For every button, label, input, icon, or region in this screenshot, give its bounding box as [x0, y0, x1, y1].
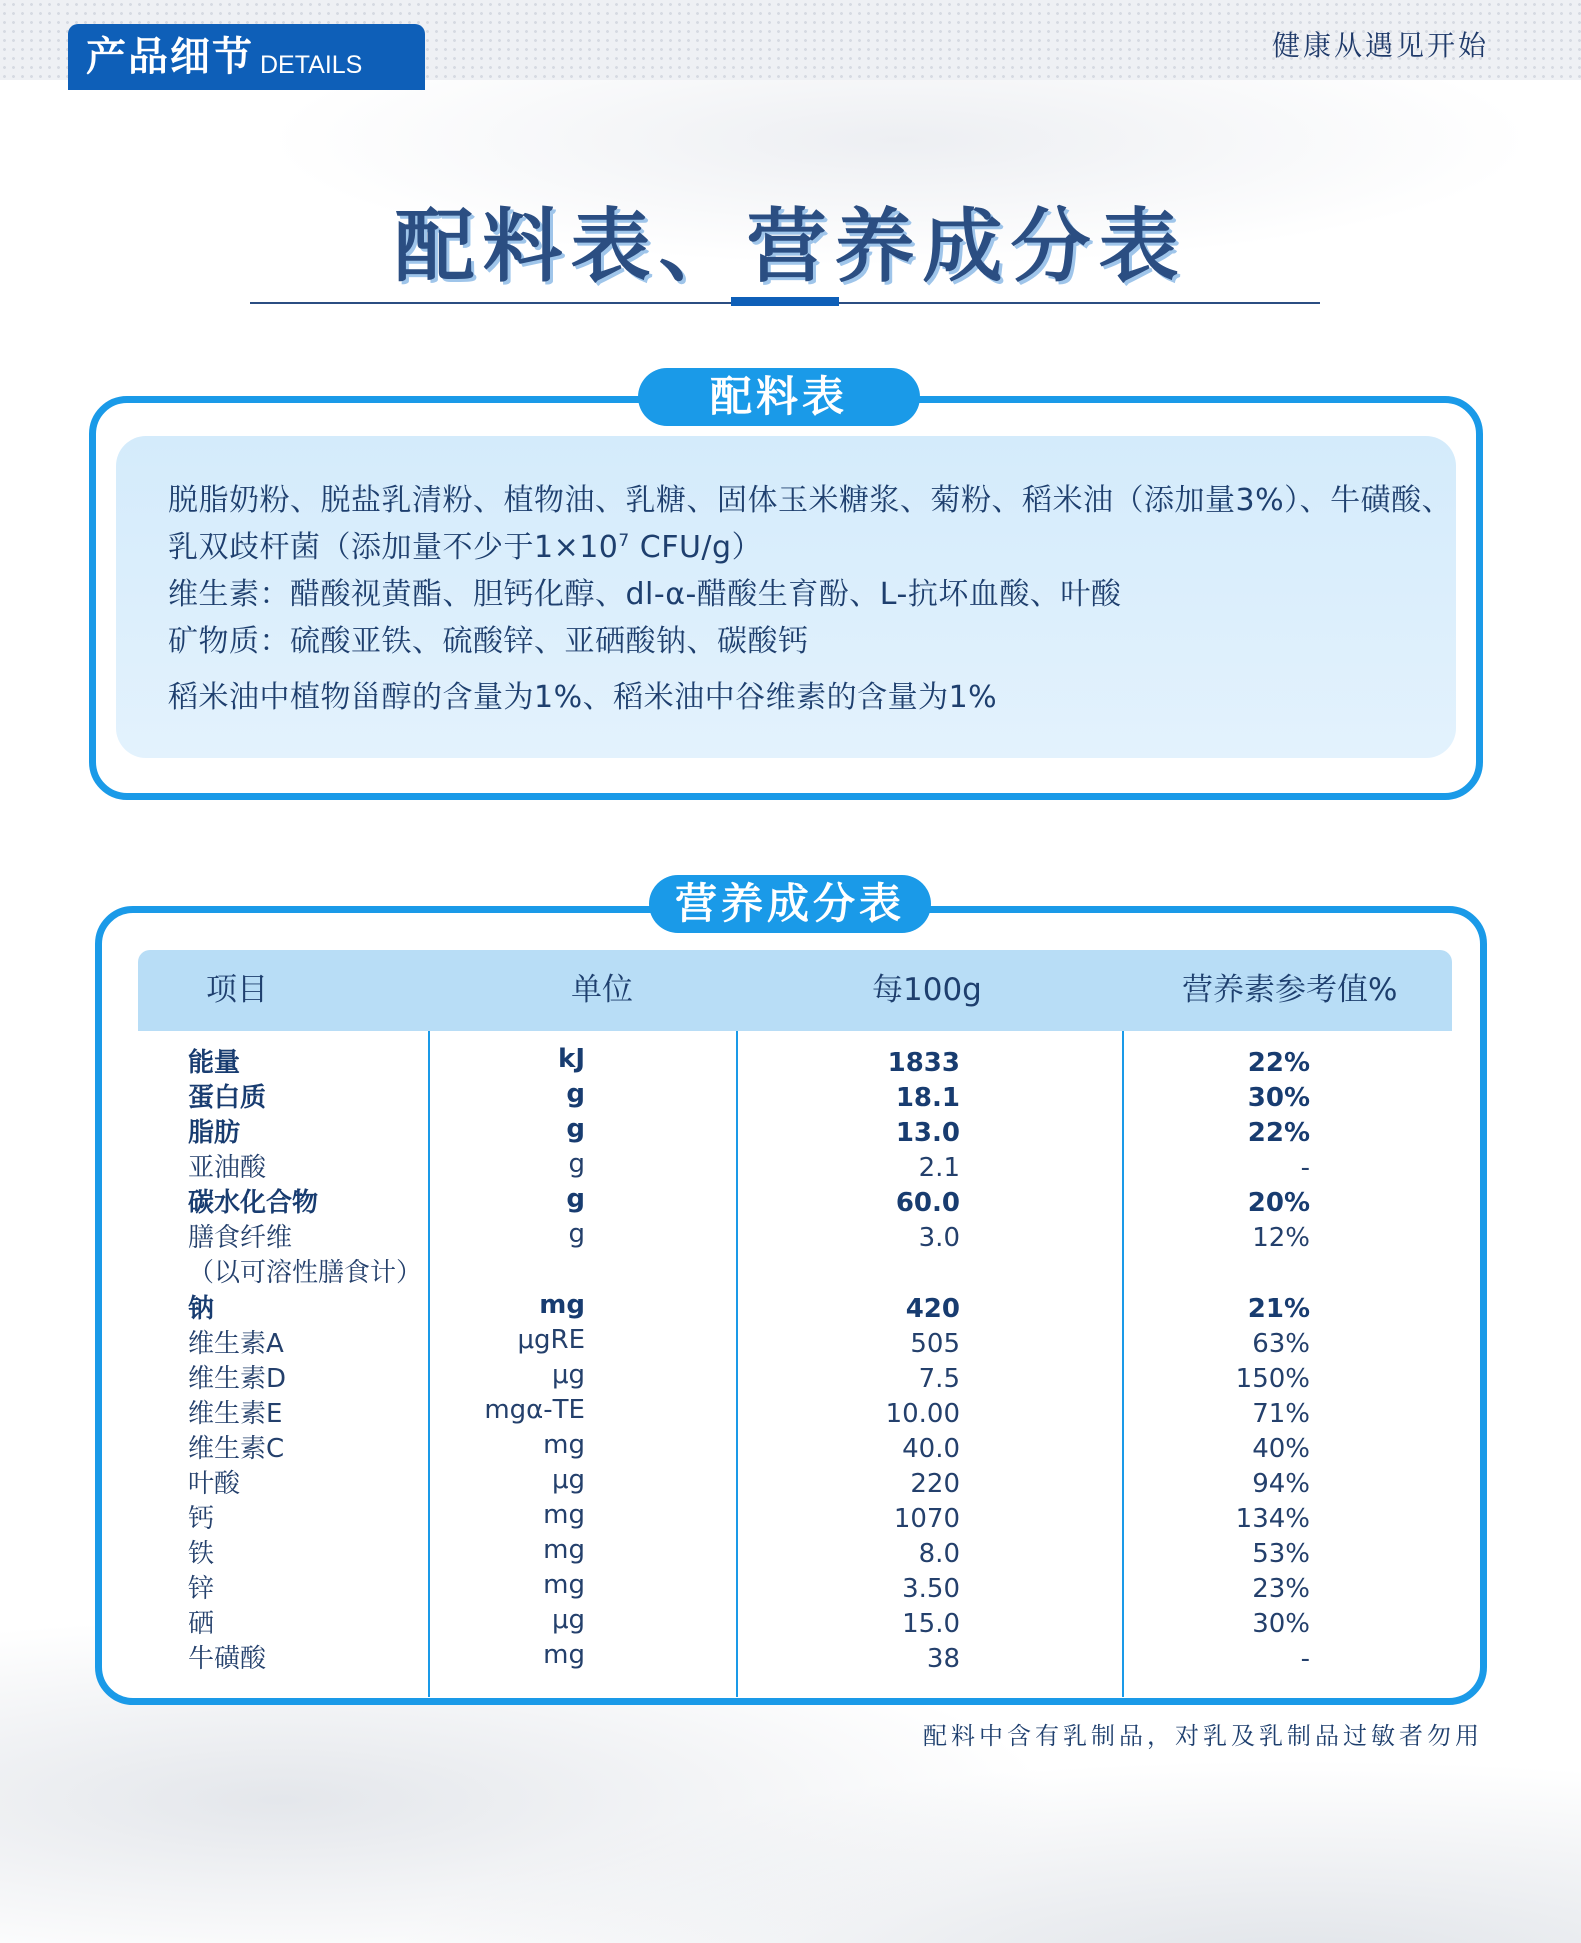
ingredients-tab-label: 配料表	[638, 368, 920, 426]
header-nrv: 营养素参考值%	[1182, 972, 1398, 1008]
row-nrv: 30%	[1252, 1609, 1310, 1639]
ingredients-rice-oil-note: 稻米油中植物甾醇的含量为1%、稻米油中谷维素的含量为1%	[168, 680, 998, 715]
row-unit: g	[566, 1079, 585, 1109]
nutrition-table-header	[138, 950, 1452, 1031]
row-unit: mg	[543, 1535, 585, 1565]
row-value: 13.0	[895, 1118, 960, 1148]
nutrition-tab-label: 营养成分表	[649, 875, 931, 933]
row-unit: μg	[551, 1605, 585, 1635]
row-item-name: 叶酸	[188, 1469, 241, 1499]
header-unit: 单位	[571, 972, 633, 1008]
row-unit: μgRE	[517, 1325, 585, 1355]
row-value: 3.0	[918, 1223, 960, 1253]
title-divider-accent	[731, 297, 839, 306]
row-unit: mg	[543, 1640, 585, 1670]
row-nrv: 22%	[1247, 1118, 1310, 1148]
ingredients-minerals: 矿物质：硫酸亚铁、硫酸锌、亚硒酸钠、碳酸钙	[168, 624, 809, 659]
row-unit: g	[568, 1149, 585, 1179]
ingredients-line-1: 脱脂奶粉、脱盐乳清粉、植物油、乳糖、固体玉米糖浆、菊粉、稻米油（添加量3%）、牛磺酸、	[168, 483, 1453, 518]
row-unit: mg	[543, 1430, 585, 1460]
row-value: 15.0	[902, 1609, 960, 1639]
row-item-name: 铁	[188, 1539, 215, 1569]
row-value: 1070	[893, 1504, 960, 1534]
row-nrv: -	[1300, 1153, 1310, 1183]
ingredients-line-2-exponent: 7	[618, 531, 630, 551]
row-unit: kJ	[558, 1044, 585, 1074]
row-nrv: 40%	[1252, 1434, 1310, 1464]
row-nrv: -	[1300, 1644, 1310, 1674]
row-nrv: 150%	[1235, 1364, 1310, 1394]
row-item-name: 膳食纤维	[188, 1223, 293, 1253]
row-unit: mg	[543, 1570, 585, 1600]
row-nrv: 12%	[1252, 1223, 1310, 1253]
row-value: 2.1	[918, 1153, 960, 1183]
row-value: 3.50	[902, 1574, 960, 1604]
row-nrv: 30%	[1247, 1083, 1310, 1113]
row-value: 38	[926, 1644, 960, 1674]
row-unit: mg	[543, 1500, 585, 1530]
row-nrv: 71%	[1252, 1399, 1310, 1429]
ingredients-line-2-prefix: 乳双歧杆菌（添加量不少于1×10	[168, 530, 619, 565]
row-nrv: 22%	[1247, 1048, 1310, 1078]
column-divider	[736, 1031, 738, 1697]
row-value: 10.00	[885, 1399, 960, 1429]
row-value: 40.0	[902, 1434, 960, 1464]
page-title: 配料表、营养成分表	[394, 200, 1187, 293]
header-per-100g: 每100g	[872, 972, 982, 1008]
row-item-name: 蛋白质	[188, 1083, 267, 1113]
row-item-name: 锌	[188, 1574, 215, 1604]
ingredients-vitamins: 维生素：醋酸视黄酯、胆钙化醇、dl-α-醋酸生育酚、L-抗坏血酸、叶酸	[168, 577, 1122, 612]
row-item-name: 牛磺酸	[188, 1644, 267, 1674]
row-unit: g	[566, 1114, 585, 1144]
row-unit: mgα-TE	[484, 1395, 585, 1425]
row-item-name: 维生素A	[188, 1329, 284, 1359]
slogan: 健康从遇见开始	[1271, 29, 1489, 62]
row-value: 420	[905, 1294, 960, 1324]
row-nrv: 63%	[1252, 1329, 1310, 1359]
allergy-footnote: 配料中含有乳制品，对乳及乳制品过敏者勿用	[923, 1722, 1483, 1750]
ingredients-line-2-suffix: CFU/g）	[629, 530, 763, 565]
row-value: 1833	[887, 1048, 960, 1078]
row-unit: g	[568, 1219, 585, 1249]
row-item-name: 维生素D	[188, 1364, 287, 1394]
row-item-name: （以可溶性膳食计）	[188, 1258, 423, 1288]
row-item-name: 硒	[188, 1609, 215, 1639]
row-value: 220	[910, 1469, 960, 1499]
ingredients-line-2	[168, 522, 762, 566]
row-unit: g	[566, 1184, 585, 1214]
row-value: 7.5	[918, 1364, 960, 1394]
row-nrv: 21%	[1247, 1294, 1310, 1324]
row-nrv: 20%	[1247, 1188, 1310, 1218]
row-item-name: 钠	[188, 1294, 215, 1324]
row-unit: mg	[539, 1290, 585, 1320]
row-unit: μg	[551, 1465, 585, 1495]
row-value: 18.1	[895, 1083, 960, 1113]
row-item-name: 脂肪	[188, 1118, 241, 1148]
row-value: 60.0	[895, 1188, 960, 1218]
row-nrv: 53%	[1252, 1539, 1310, 1569]
row-item-name: 维生素C	[188, 1434, 285, 1464]
row-item-name: 钙	[188, 1504, 215, 1534]
row-nrv: 23%	[1252, 1574, 1310, 1604]
row-item-name: 亚油酸	[188, 1153, 267, 1183]
row-item-name: 能量	[188, 1048, 241, 1078]
row-value: 505	[910, 1329, 960, 1359]
header-item: 项目	[206, 972, 268, 1008]
column-divider	[1122, 1031, 1124, 1697]
row-value: 8.0	[918, 1539, 960, 1569]
row-nrv: 94%	[1252, 1469, 1310, 1499]
row-unit: μg	[551, 1360, 585, 1390]
badge-subtitle: DETAILS	[260, 51, 363, 79]
row-item-name: 碳水化合物	[188, 1188, 319, 1218]
row-item-name: 维生素E	[188, 1399, 283, 1429]
badge-title: 产品细节	[86, 34, 254, 80]
row-nrv: 134%	[1235, 1504, 1310, 1534]
product-details-badge	[68, 24, 425, 90]
